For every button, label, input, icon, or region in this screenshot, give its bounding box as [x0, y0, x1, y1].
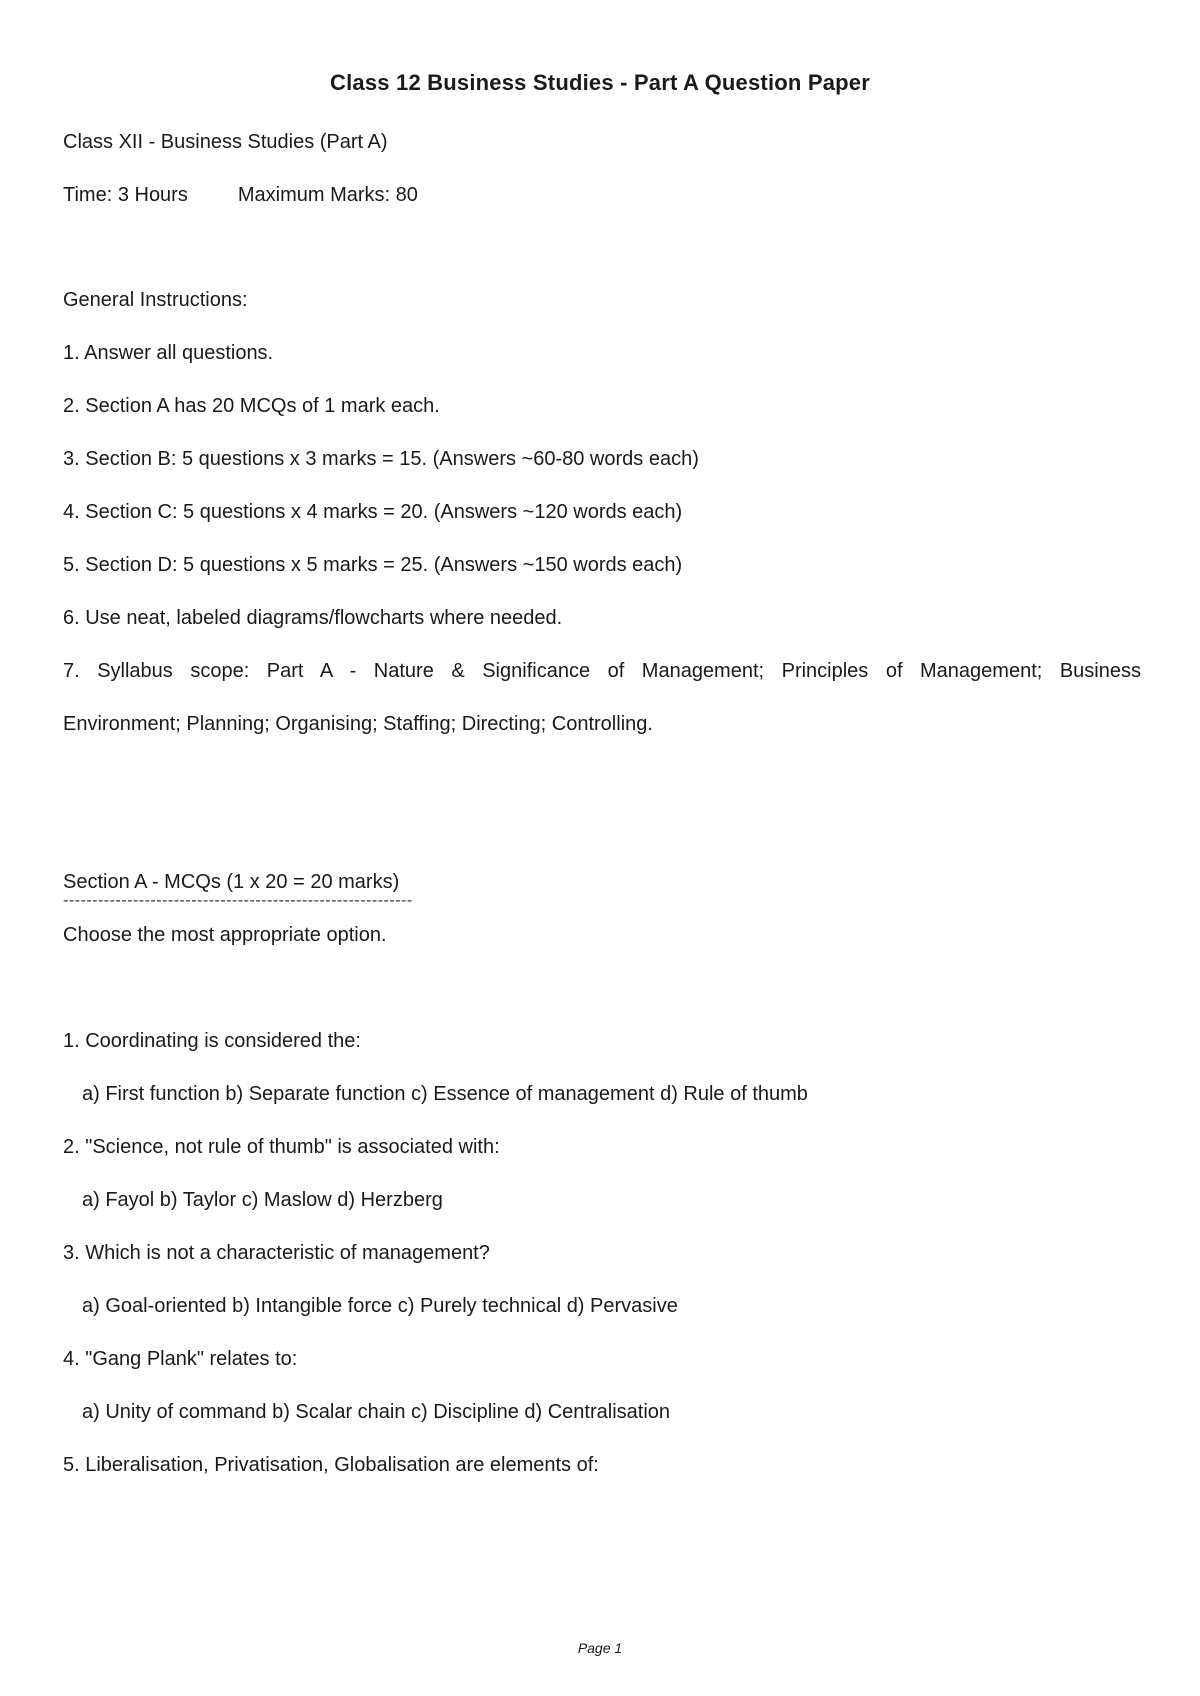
question-text: 5. Liberalisation, Privatisation, Globalisation are elements of:: [63, 1454, 599, 1476]
time-text: Time: 3 Hours: [63, 184, 188, 206]
question-text: 1. Coordinating is considered the:: [63, 1030, 361, 1052]
max-marks-text: Maximum Marks: 80: [237, 184, 418, 206]
section-a-heading: Section A - MCQs (1 x 20 = 20 marks): [63, 871, 400, 893]
instruction-item: 7. Syllabus scope: Part A - Nature & Significance of Management; Principles of Management; Business: [63, 660, 1141, 682]
question-options: a) Unity of command b) Scalar chain c) Discipline d) Centralisation: [82, 1401, 671, 1423]
question-text: 4. "Gang Plank" relates to:: [63, 1348, 298, 1370]
question-options: a) First function b) Separate function c) Essence of management d) Rule of thumb: [82, 1083, 808, 1105]
question-options: a) Fayol b) Taylor c) Maslow d) Herzberg: [82, 1189, 443, 1211]
question-text: 2. "Science, not rule of thumb" is associated with:: [63, 1136, 500, 1158]
instruction-item-continued: Environment; Planning; Organising; Staffing; Directing; Controlling.: [63, 713, 653, 735]
question-options: a) Goal-oriented b) Intangible force c) Purely technical d) Pervasive: [82, 1295, 678, 1317]
instruction-item: 1. Answer all questions.: [63, 342, 274, 364]
instruction-item: 6. Use neat, labeled diagrams/flowcharts where needed.: [63, 607, 563, 629]
instruction-item: 4. Section C: 5 questions x 4 marks = 20. (Answers ~120 words each): [63, 501, 683, 523]
instruction-item: 2. Section A has 20 MCQs of 1 mark each.: [63, 395, 440, 417]
page-number: Page 1: [577, 1640, 623, 1656]
page-title: Class 12 Business Studies - Part A Question Paper: [329, 70, 870, 95]
instructions-heading: General Instructions:: [63, 289, 248, 311]
time-marks-row: [63, 183, 418, 207]
question-text: 3. Which is not a characteristic of management?: [63, 1242, 490, 1264]
section-divider: ------------------------------------------------------------: [63, 892, 413, 909]
class-line: Class XII - Business Studies (Part A): [63, 131, 388, 153]
instruction-item: 3. Section B: 5 questions x 3 marks = 15. (Answers ~60-80 words each): [63, 448, 699, 470]
instruction-item: 5. Section D: 5 questions x 5 marks = 25. (Answers ~150 words each): [63, 554, 683, 576]
section-a-subheading: Choose the most appropriate option.: [63, 924, 387, 946]
